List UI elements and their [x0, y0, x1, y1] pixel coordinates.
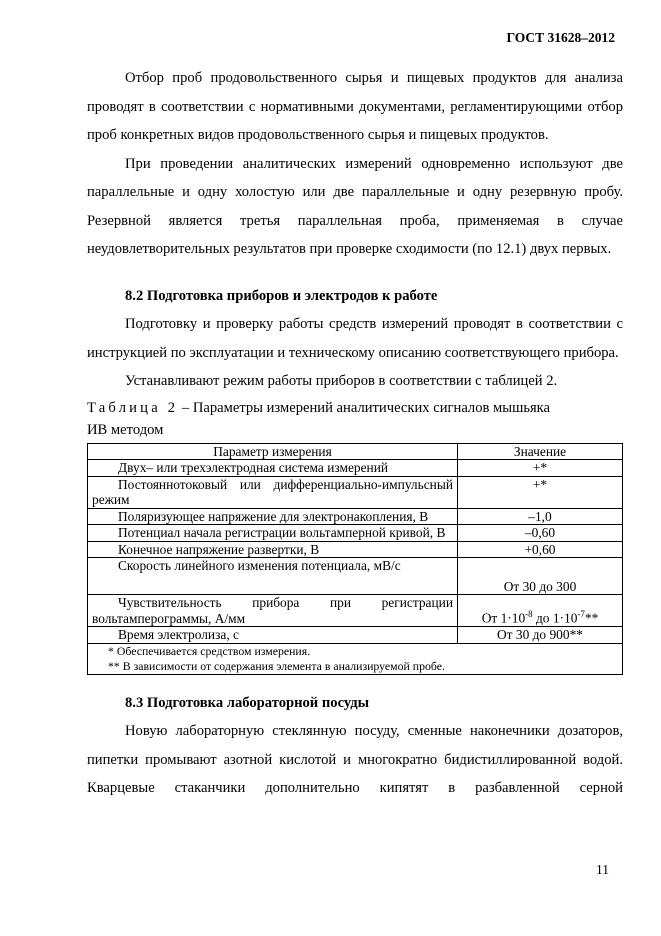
paragraph-set-mode: Устанавливают режим работы приборов в соответствии с таблицей 2. — [125, 373, 558, 389]
table-notes — [88, 643, 623, 674]
value-cell: +* — [458, 476, 623, 508]
table-caption — [87, 396, 623, 420]
parameters-table — [87, 443, 623, 675]
table-caption-line2: ИВ методом — [87, 421, 164, 438]
document-header: ГОСТ 31628–2012 — [506, 30, 615, 45]
table-caption-label: Таблица 2 — [87, 399, 179, 416]
section-8-3-heading: 8.3 Подготовка лабораторной посуды — [125, 694, 370, 711]
param-cell: Чувствительность прибора при регистрации вольтамперограммы, А/мм — [88, 595, 458, 627]
paragraph-instrument-check: Подготовку и проверку работы средств измерений проводят в соответствии с инструкцией по эксплуатации и техническому описанию соответствующего прибора. — [87, 316, 623, 361]
param-cell: Время электролиза, с — [88, 627, 458, 644]
page-number: 11 — [596, 862, 609, 877]
value-cell: –1,0 — [458, 508, 623, 525]
param-cell: Постояннотоковый или дифференциально-импульсный режим — [88, 476, 458, 508]
table-row — [88, 460, 623, 477]
param-cell: Потенциал начала регистрации вольтамперной кривой, В — [88, 525, 458, 542]
table-row — [88, 595, 623, 627]
param-cell: Конечное напряжение развертки, В — [88, 541, 458, 558]
sensitivity-exp-low: -8 — [525, 609, 533, 620]
column-header-parameter: Параметр измерения — [88, 443, 458, 460]
param-cell: Поляризующее напряжение для электронакопления, В — [88, 508, 458, 525]
sensitivity-mid: до 1·10 — [532, 610, 578, 626]
value-cell: +* — [458, 460, 623, 477]
param-cell: Скорость линейного изменения потенциала, мВ/с — [88, 558, 458, 595]
column-header-value: Значение — [458, 443, 623, 460]
table-row — [88, 627, 623, 644]
sensitivity-suffix: ** — [584, 610, 599, 626]
table-header-row — [88, 443, 623, 460]
paragraph-sampling: Отбор проб продовольственного сырья и пищевых продуктов для анализа проводят в соответствии с нормативными документами, регламентирующими отбор проб конкретных видов продовольственного сырья и пищевых продуктов. — [87, 70, 623, 143]
value-cell-sensitivity — [458, 595, 623, 627]
table-note-1: * Обеспечивается средством измерения. — [108, 643, 311, 658]
table-row — [88, 525, 623, 542]
value-cell: –0,60 — [458, 525, 623, 542]
sensitivity-exp-high: -7 — [577, 609, 585, 620]
paragraph-parallel-samples: При проведении аналитических измерений одновременно используют две параллельные и одну холостую или две параллельные и одну резервную пробу. Резервной является третья параллельная проба, применяемая в случае неудовлетворительных результатов при проверке сходимости (по 12.1) двух первых. — [87, 155, 623, 257]
value-cell: +0,60 — [458, 541, 623, 558]
table-row — [88, 541, 623, 558]
param-cell: Двух– или трехэлектродная система измерений — [88, 460, 458, 477]
value-cell: От 30 до 300 — [458, 558, 623, 595]
value-cell: От 30 до 900** — [458, 627, 623, 644]
page-content — [87, 64, 623, 803]
table-note-2: ** В зависимости от содержания элемента в анализируемой пробе. — [108, 658, 445, 673]
paragraph-glassware-cleaning: Новую лабораторную стеклянную посуду, сменные наконечники дозаторов, пипетки промывают азотной кислотой и многократно бидистиллированной водой. Кварцевые стаканчики дополнительно кипятят в разбавленной серной — [87, 723, 623, 796]
table-notes-row — [88, 643, 623, 674]
table-row — [88, 476, 623, 508]
table-row — [88, 508, 623, 525]
table-caption-text: – Параметры измерений аналитических сигналов мышьяка — [178, 399, 551, 416]
sensitivity-prefix: От 1·10 — [481, 610, 526, 626]
table-row — [88, 558, 623, 595]
section-8-2-heading: 8.2 Подготовка приборов и электродов к работе — [125, 287, 438, 304]
